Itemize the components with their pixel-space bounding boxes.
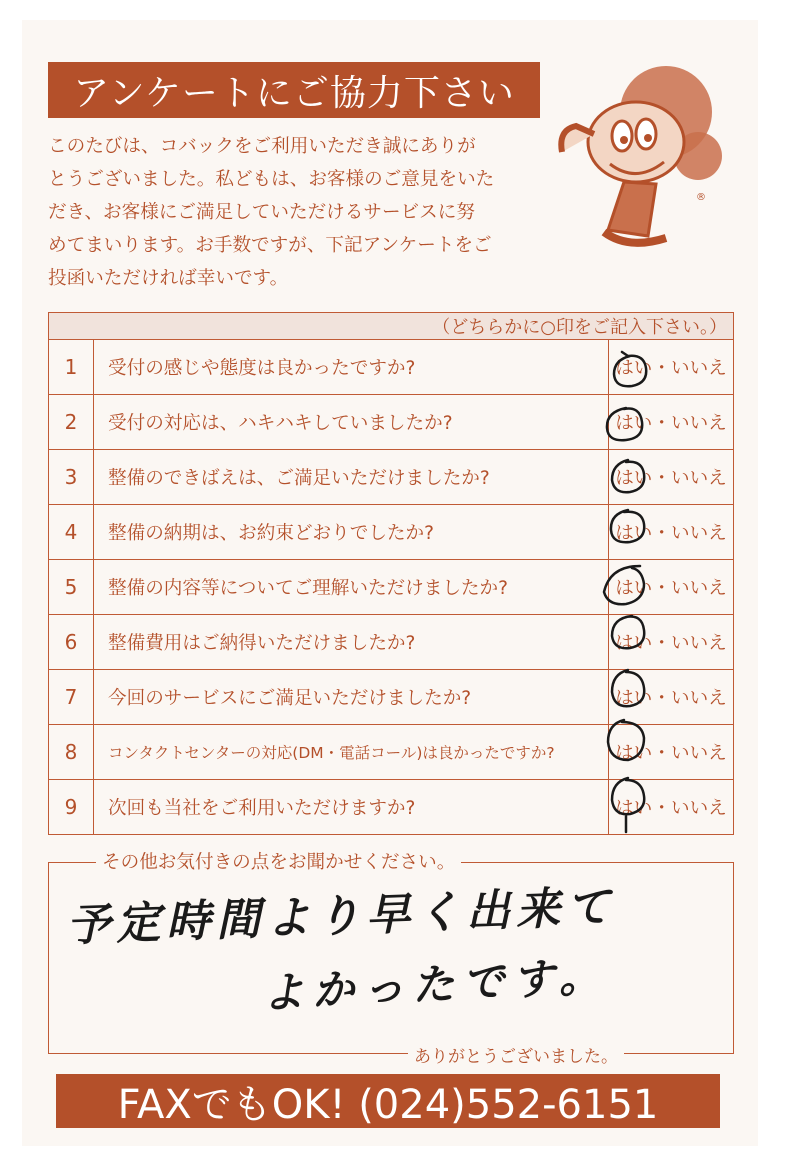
question-number: 5 — [49, 560, 94, 615]
intro-line: このたびは、コバックをご利用いただき誠にありが — [48, 136, 476, 157]
answer-choice[interactable]: はい・いいえ — [609, 395, 734, 450]
mascot-logo — [548, 60, 728, 260]
question-text: 整備の内容等についてご理解いただけましたか? — [94, 560, 609, 615]
fax-banner: FAXでもOK! (024)552-6151 — [56, 1074, 720, 1128]
answer-choice[interactable]: はい・いいえ — [609, 450, 734, 505]
question-row — [49, 340, 734, 395]
question-number: 6 — [49, 615, 94, 670]
answer-choice[interactable]: はい・いいえ — [609, 340, 734, 395]
answer-choice[interactable]: はい・いいえ — [609, 780, 734, 835]
question-number: 9 — [49, 780, 94, 835]
question-text: 整備費用はご納得いただけましたか? — [94, 615, 609, 670]
answer-choice[interactable]: はい・いいえ — [609, 670, 734, 725]
question-text: 受付の対応は、ハキハキしていましたか? — [94, 395, 609, 450]
question-text: 今回のサービスにご満足いただけましたか? — [94, 670, 609, 725]
intro-line: 投函いただければ幸いです。 — [48, 268, 289, 289]
question-text: 次回も当社をご利用いただけますか? — [94, 780, 609, 835]
question-text: コンタクトセンターの対応(DM・電話コール)は良かったですか? — [94, 725, 609, 780]
comment-label: その他お気付きの点をお聞かせください。 — [96, 848, 461, 874]
question-number: 4 — [49, 505, 94, 560]
survey-table — [48, 312, 734, 835]
question-number: 2 — [49, 395, 94, 450]
question-text: 整備の納期は、お約束どおりでしたか? — [94, 505, 609, 560]
question-row — [49, 615, 734, 670]
question-row — [49, 725, 734, 780]
question-text: 整備のできばえは、ご満足いただけましたか? — [94, 450, 609, 505]
intro-line: とうございました。私どもは、お客様のご意見をいた — [48, 169, 495, 190]
answer-choice[interactable]: はい・いいえ — [609, 725, 734, 780]
question-row — [49, 395, 734, 450]
question-number: 8 — [49, 725, 94, 780]
registered-mark: ® — [696, 192, 706, 203]
question-number: 3 — [49, 450, 94, 505]
question-row — [49, 505, 734, 560]
answer-choice[interactable]: はい・いいえ — [609, 560, 734, 615]
question-row — [49, 450, 734, 505]
handwritten-comment-line2: よかったです。 — [261, 950, 610, 1019]
answer-choice[interactable]: はい・いいえ — [609, 505, 734, 560]
survey-title: アンケートにご協力下さい — [48, 62, 540, 118]
answer-choice[interactable]: はい・いいえ — [609, 615, 734, 670]
question-row — [49, 780, 734, 835]
question-text: 受付の感じや態度は良かったですか? — [94, 340, 609, 395]
thanks-text: ありがとうございました。 — [408, 1042, 624, 1067]
question-row — [49, 670, 734, 725]
instruction-header: （どちらかに○印をご記入下さい。） — [49, 313, 734, 340]
question-number: 7 — [49, 670, 94, 725]
intro-line: めてまいります。お手数ですが、下記アンケートをご — [48, 235, 492, 256]
intro-line: だき、お客様にご満足していただけるサービスに努 — [48, 202, 475, 223]
intro-text — [48, 130, 548, 295]
question-row — [49, 560, 734, 615]
handwritten-comment-line1: 予定時間より早く出来て — [65, 881, 617, 952]
question-number: 1 — [49, 340, 94, 395]
